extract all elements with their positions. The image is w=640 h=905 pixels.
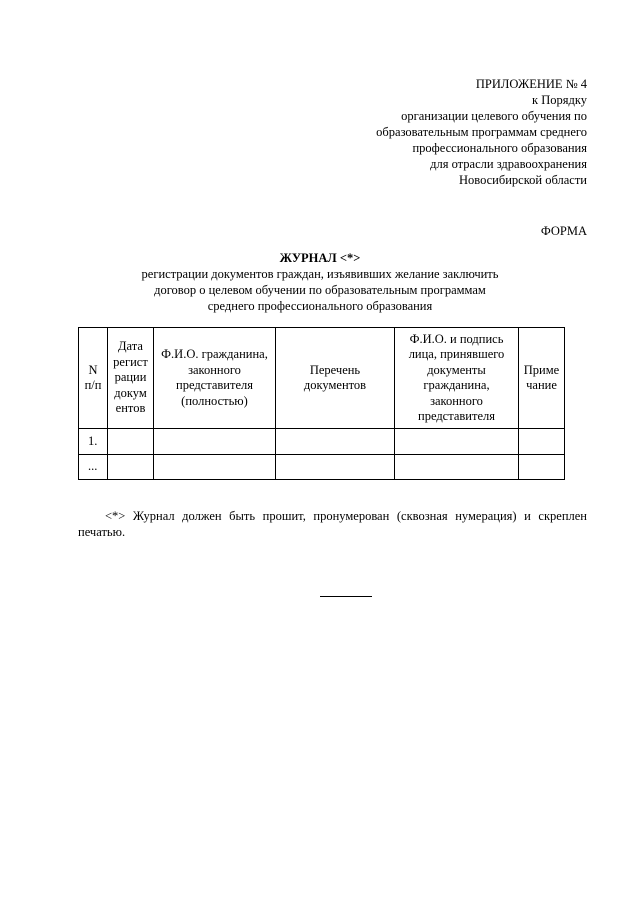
header-document-list: [276, 328, 395, 429]
table-row: [79, 454, 565, 480]
table-cell: [276, 429, 395, 455]
journal-title: ЖУРНАЛ <*>: [279, 251, 361, 265]
header-receiver-signature: [395, 328, 519, 429]
footnote: <*> Журнал должен быть прошит, пронумерован (сквозная нумерация) и скреплен печатью.: [78, 509, 587, 539]
appendix-line: для отрасли здравоохранения: [430, 157, 587, 171]
header-line: п/п: [84, 378, 102, 392]
table-cell: [154, 454, 276, 480]
header-line: Ф.И.О. и подпись: [409, 331, 504, 346]
appendix-line: организации целевого обучения по: [401, 109, 587, 123]
appendix-line: ПРИЛОЖЕНИЕ № 4: [475, 77, 587, 91]
header-line: Приме: [523, 362, 560, 377]
form-label: ФОРМА: [540, 224, 587, 238]
header-line: ентов: [115, 401, 146, 416]
table-cell: [108, 454, 154, 480]
table-cell: [154, 429, 276, 455]
header-line: гражданина,: [423, 378, 490, 392]
header-line: представителя: [176, 378, 253, 392]
header-line: законного: [188, 362, 241, 377]
header-line: докум: [114, 385, 147, 400]
table-cell: ...: [79, 454, 108, 480]
header-line: регист: [113, 354, 148, 369]
header-line: представителя: [418, 409, 495, 423]
header-line: документы: [427, 362, 486, 377]
table-cell: [108, 429, 154, 455]
table-cell: [519, 454, 565, 480]
table-cell: 1.: [79, 429, 108, 455]
table-cell: [276, 454, 395, 480]
appendix-line: профессионального образования: [412, 141, 587, 155]
header-line: чание: [526, 378, 557, 392]
header-line: Перечень: [309, 362, 361, 377]
header-line: Дата: [118, 339, 143, 354]
header-line: рации: [114, 370, 147, 385]
journal-heading: [0, 250, 640, 314]
registration-journal-table: [78, 327, 565, 480]
table-header-row: [79, 328, 565, 429]
journal-subtitle-line: среднего профессионального образования: [207, 299, 433, 313]
appendix-header: [376, 76, 587, 188]
header-line: законного: [430, 393, 483, 408]
table-cell: [395, 454, 519, 480]
header-number: [79, 328, 108, 429]
header-note: [519, 328, 565, 429]
separator-line: [320, 596, 372, 597]
table-cell: [519, 429, 565, 455]
journal-subtitle-line: договор о целевом обучении по образовательным программам: [154, 283, 486, 297]
header-line: N: [88, 362, 98, 377]
header-line: документов: [303, 378, 367, 392]
appendix-line: образовательным программам среднего: [376, 125, 587, 139]
table-row: [79, 429, 565, 455]
table-cell: [395, 429, 519, 455]
journal-subtitle-line: регистрации документов граждан, изъявивших желание заключить: [141, 267, 499, 281]
header-line: Ф.И.О. гражданина,: [161, 347, 268, 361]
header-line: (полностью): [181, 393, 248, 408]
header-registration-date: [108, 328, 154, 429]
appendix-line: к Порядку: [532, 93, 587, 107]
appendix-line: Новосибирской области: [458, 173, 587, 187]
header-citizen-name: [154, 328, 276, 429]
header-line: лица, принявшего: [408, 347, 505, 361]
